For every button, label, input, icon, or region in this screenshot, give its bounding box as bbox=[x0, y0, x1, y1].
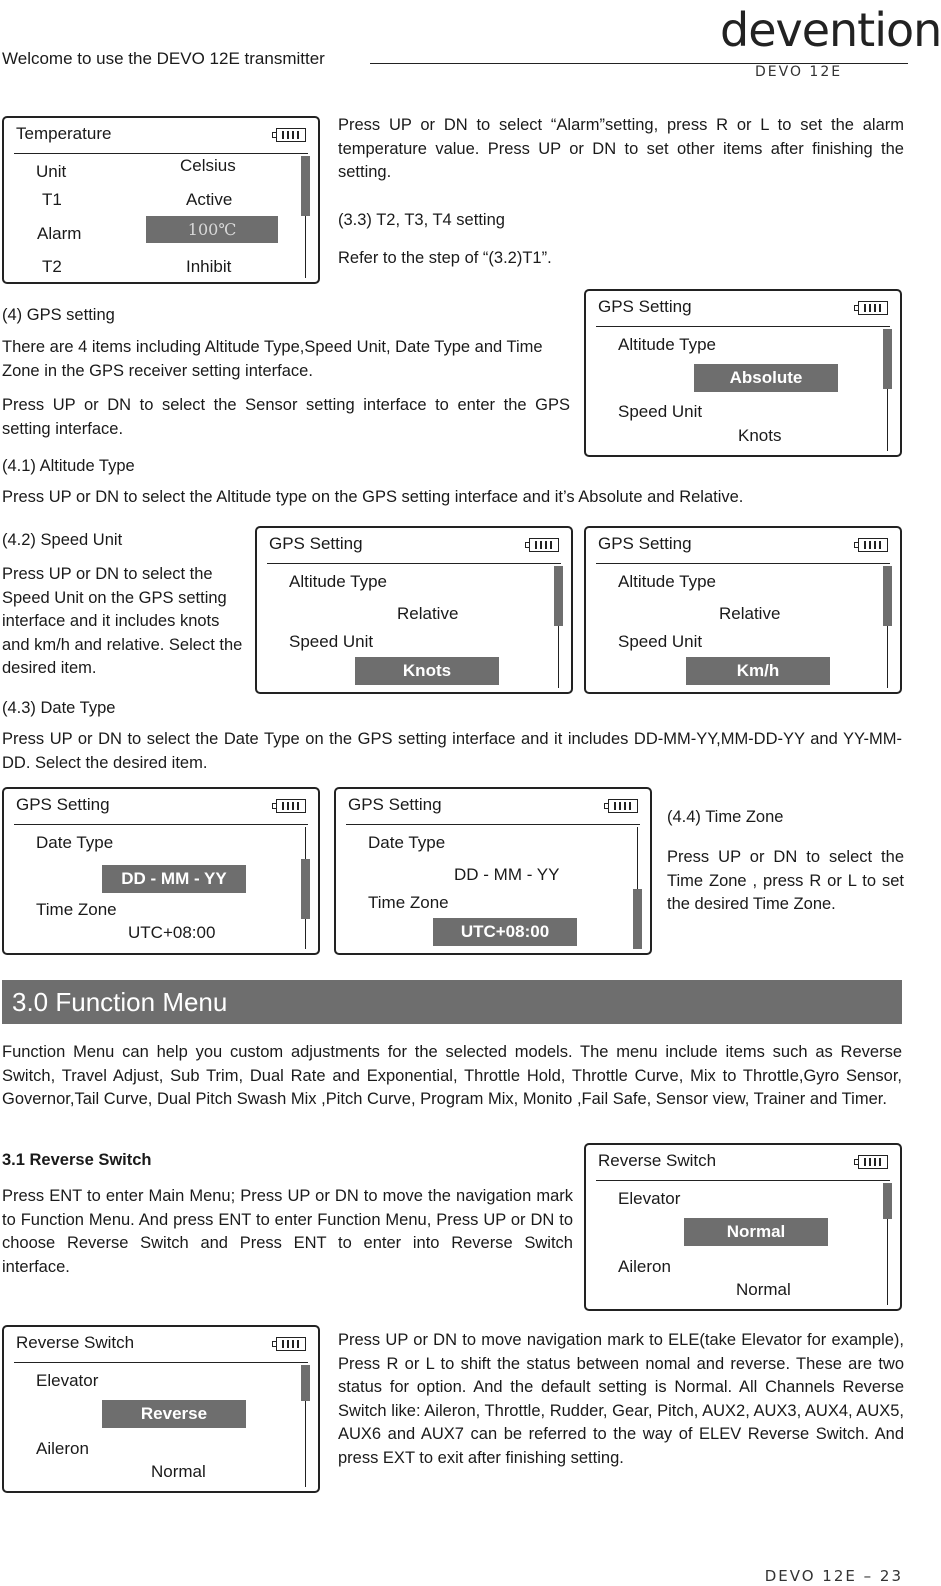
screen-rule bbox=[14, 153, 308, 154]
screen-title: Reverse Switch bbox=[598, 1151, 717, 1170]
section-4-text-2: Press UP or DN to select the Sensor setting interface to enter the GPS setting interface. bbox=[2, 396, 570, 438]
altitude-type-value: Relative bbox=[719, 604, 781, 623]
screen-rule bbox=[596, 563, 890, 564]
altitude-type-label: Altitude Type bbox=[618, 572, 716, 591]
speed-unit-value: Knots bbox=[738, 426, 782, 445]
temperature-screen bbox=[2, 116, 320, 284]
speed-unit-value-highlight: Knots bbox=[355, 657, 499, 685]
screen-rule bbox=[346, 824, 640, 825]
battery-icon bbox=[276, 128, 306, 142]
aileron-label: Aileron bbox=[618, 1257, 671, 1276]
battery-icon bbox=[529, 538, 559, 552]
battery-icon bbox=[858, 1155, 888, 1169]
section-4-4-heading: (4.4) Time Zone bbox=[667, 808, 784, 826]
temperature-description: Press UP or DN to select “Alarm”setting, press R or L to set the alarm temperature value. Press UP or DN to set other items after finishing the setting. bbox=[338, 116, 904, 181]
logo-model: DEVO 12E bbox=[755, 64, 843, 80]
section-3-1-heading: 3.1 Reverse Switch bbox=[2, 1151, 152, 1169]
section-4-2-heading: (4.2) Speed Unit bbox=[2, 531, 123, 549]
gps-altitude-absolute-screen bbox=[584, 289, 902, 457]
altitude-type-label: Altitude Type bbox=[289, 572, 387, 591]
altitude-value-highlight: Absolute bbox=[694, 364, 838, 392]
section-4-3-text: Press UP or DN to select the Date Type on the GPS setting interface and it includes DD-MM-YY,MM-DD-YY and YY-MM-DD. Select the desired item. bbox=[2, 730, 902, 772]
screen-rule bbox=[596, 326, 890, 327]
section-4-1-text: Press UP or DN to select the Altitude type on the GPS setting interface and it’s Absolute and Relative. bbox=[2, 488, 744, 506]
screen-rule bbox=[14, 1362, 308, 1363]
section-4-2-text: Press UP or DN to select the Speed Unit on the GPS setting interface and it includes knots and km/h and relative. Select the desired item. bbox=[2, 565, 243, 677]
speed-unit-value-highlight: Km/h bbox=[686, 657, 830, 685]
gps-speed-knots-screen bbox=[255, 526, 573, 694]
t2-label: T2 bbox=[42, 257, 62, 276]
scrollbar-thumb bbox=[883, 329, 892, 389]
elevator-value-highlight: Normal bbox=[684, 1218, 828, 1246]
time-zone-label: Time Zone bbox=[36, 900, 117, 919]
speed-unit-label: Speed Unit bbox=[618, 632, 703, 651]
screen-title: GPS Setting bbox=[16, 795, 110, 814]
section-3-1-text: Press ENT to enter Main Menu; Press UP or DN to move the navigation mark to Function Menu. And press ENT to enter Function Menu, Press UP or DN to choose Reverse Switch and Press ENT to enter into Reverse Switch interface. bbox=[2, 1187, 573, 1276]
elevator-value-highlight: Reverse bbox=[102, 1400, 246, 1428]
battery-icon bbox=[276, 799, 306, 813]
scrollbar-thumb bbox=[883, 1183, 892, 1219]
t1-label: T1 bbox=[42, 190, 62, 209]
function-menu-banner: 3.0 Function Menu bbox=[2, 980, 902, 1024]
unit-value: Celsius bbox=[180, 156, 236, 175]
scrollbar-thumb bbox=[301, 859, 310, 919]
section-4-3-heading: (4.3) Date Type bbox=[2, 699, 116, 717]
screen-title: GPS Setting bbox=[598, 534, 692, 553]
battery-icon bbox=[858, 301, 888, 315]
devention-logo: devention bbox=[720, 3, 941, 57]
date-type-value-highlight: DD - MM - YY bbox=[102, 865, 246, 893]
section-4-1-heading: (4.1) Altitude Type bbox=[2, 457, 135, 475]
battery-icon bbox=[276, 1337, 306, 1351]
screen-title: Temperature bbox=[16, 124, 112, 143]
speed-unit-label: Speed Unit bbox=[618, 402, 703, 421]
elevator-label: Elevator bbox=[36, 1371, 99, 1390]
section-4-text-1: There are 4 items including Altitude Type,Speed Unit, Date Type and Time Zone in the GPS receiver setting interface. bbox=[2, 338, 543, 380]
reverse-switch-reverse-screen bbox=[2, 1325, 320, 1493]
reverse-switch-normal-screen bbox=[584, 1143, 902, 1311]
screen-title: GPS Setting bbox=[269, 534, 363, 553]
alarm-value-highlight: 100℃ bbox=[146, 216, 278, 243]
speed-unit-label: Speed Unit bbox=[289, 632, 374, 651]
scrollbar-thumb bbox=[301, 156, 310, 216]
page-footer: DEVO 12E – 23 bbox=[764, 1567, 903, 1585]
screen-title: GPS Setting bbox=[598, 297, 692, 316]
scrollbar-thumb bbox=[301, 1365, 310, 1401]
scrollbar-thumb bbox=[633, 889, 642, 949]
date-type-value: DD - MM - YY bbox=[454, 865, 560, 884]
aileron-value: Normal bbox=[151, 1462, 206, 1481]
section-3-3-text: Refer to the step of “(3.2)T1”. bbox=[338, 249, 552, 267]
date-type-label: Date Type bbox=[368, 833, 446, 852]
battery-icon bbox=[858, 538, 888, 552]
scrollbar-thumb bbox=[883, 566, 892, 626]
battery-icon bbox=[608, 799, 638, 813]
altitude-type-label: Altitude Type bbox=[618, 335, 716, 354]
elevator-label: Elevator bbox=[618, 1189, 681, 1208]
time-zone-value-highlight: UTC+08:00 bbox=[433, 918, 577, 946]
function-menu-text: Function Menu can help you custom adjustments for the selected models. The menu include items such as Reverse Switch, Travel Adjust, Sub Trim, Dual Rate and Exponential, Throttle Hold, Throttle Curve, Mix to Throttle,Gyro Sensor, Governor,Tail Curve, Dual Pitch Swash Mix ,Pitch Curve, Program Mix, Monito ,Fail Safe, Sensor view, Trainer and Timer. bbox=[2, 1043, 902, 1108]
reverse-switch-description: Press UP or DN to move navigation mark to ELE(take Elevator for example), Press R or L to shift the status between nomal and reverse. These are two status for option. And the default setting is Normal. All Channels Reverse Switch like: Aileron, Throttle, Rudder, Gear, Pitch, AUX2, AUX3, AUX4, AUX5, AUX6 and AUX7 can be referred to the way of ELEV Reverse Switch. And press EXT to exit after finishing setting. bbox=[338, 1331, 904, 1467]
screen-rule bbox=[14, 824, 308, 825]
date-type-label: Date Type bbox=[36, 833, 114, 852]
altitude-type-value: Relative bbox=[397, 604, 459, 623]
alarm-label: Alarm bbox=[37, 224, 82, 243]
unit-label: Unit bbox=[36, 162, 67, 181]
scrollbar-thumb bbox=[554, 566, 563, 626]
section-4-4-text: Press UP or DN to select the Time Zone , press R or L to set the desired Time Zone. bbox=[667, 848, 904, 913]
gps-date-type-screen bbox=[2, 787, 320, 955]
screen-title: GPS Setting bbox=[348, 795, 442, 814]
screen-rule bbox=[596, 1180, 890, 1181]
aileron-label: Aileron bbox=[36, 1439, 89, 1458]
section-3-3-heading: (3.3) T2, T3, T4 setting bbox=[338, 211, 505, 229]
aileron-value: Normal bbox=[736, 1280, 791, 1299]
screen-title: Reverse Switch bbox=[16, 1333, 135, 1352]
time-zone-value: UTC+08:00 bbox=[128, 923, 216, 942]
gps-time-zone-screen bbox=[334, 787, 652, 955]
page-header-title: Welcome to use the DEVO 12E transmitter bbox=[2, 49, 325, 68]
section-4-heading: (4) GPS setting bbox=[2, 306, 115, 324]
screen-rule bbox=[267, 563, 561, 564]
t1-value: Active bbox=[186, 190, 233, 209]
gps-speed-kmh-screen bbox=[584, 526, 902, 694]
t2-value: Inhibit bbox=[186, 257, 232, 276]
time-zone-label: Time Zone bbox=[368, 893, 449, 912]
